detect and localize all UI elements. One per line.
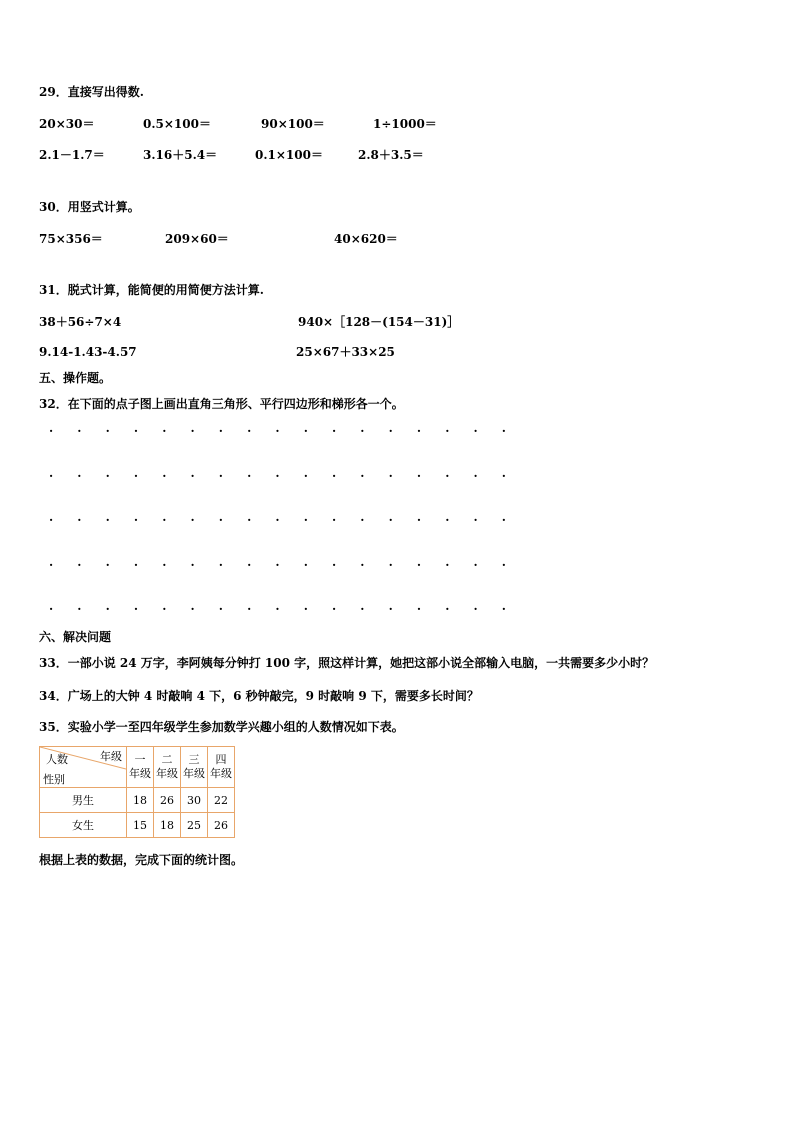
grid-dot[interactable]: · [332, 557, 337, 572]
grid-dot[interactable]: · [473, 602, 478, 616]
q33-text: 33．一部小说 24 万字，李阿姨每分钟打 100 字，照这样计算，她把这部小说全部输入电脑，一共需要多少小时？ [39, 656, 655, 670]
grid-dot[interactable]: · [275, 602, 280, 616]
table-cell: 15 [127, 813, 154, 838]
grid-dot[interactable]: · [360, 513, 365, 527]
grid-dot[interactable]: · [445, 602, 450, 616]
grid-dot[interactable]: · [247, 602, 252, 616]
grid-dot[interactable]: · [332, 468, 337, 483]
grid-dot[interactable]: · [77, 602, 82, 616]
grid-dot[interactable]: · [133, 557, 139, 572]
grid-dot[interactable]: · [388, 424, 393, 438]
table-row-girls [40, 813, 235, 838]
grid-dot[interactable]: · [218, 602, 223, 616]
grade-word: 年级 [183, 767, 205, 780]
grid-dot[interactable]: · [218, 424, 223, 438]
grid-dot[interactable]: · [303, 424, 308, 438]
grade-header-1 [127, 747, 154, 788]
grade-word: 年级 [129, 767, 151, 780]
grid-dot[interactable]: · [190, 557, 195, 572]
q30-item-3: 40×620＝ [334, 232, 398, 246]
grid-dot[interactable]: · [303, 513, 308, 527]
grid-dot[interactable]: · [247, 424, 252, 438]
grid-dot[interactable]: · [275, 557, 280, 572]
grid-dot[interactable]: · [49, 424, 54, 438]
table-row-boys [40, 788, 235, 813]
q30-title: 30．用竖式计算。 [39, 200, 140, 214]
grid-dot[interactable]: · [473, 424, 478, 438]
grid-dot[interactable]: · [445, 513, 450, 527]
grid-dot[interactable]: · [360, 602, 365, 616]
grade-num: 二 [161, 753, 173, 766]
corner-label-count: 人数 [46, 753, 68, 766]
grade-header-4 [208, 747, 235, 788]
grid-dot[interactable]: · [303, 468, 308, 483]
corner-label-gender: 性别 [43, 773, 65, 786]
grid-dot[interactable]: · [218, 468, 223, 483]
q29-item-6: 3.16＋5.4＝ [143, 148, 218, 162]
grid-dot[interactable]: · [49, 513, 54, 527]
grade-header-2 [154, 747, 181, 788]
table-corner-cell [40, 747, 127, 788]
table-cell: 22 [208, 788, 235, 813]
grid-dot[interactable]: · [445, 468, 450, 483]
grid-dot[interactable]: · [501, 424, 506, 438]
grid-dot[interactable]: · [49, 468, 54, 483]
grid-dot[interactable]: · [275, 513, 280, 527]
section-6-heading: 六、解决问题 [39, 630, 112, 644]
grid-dot[interactable]: · [105, 513, 110, 527]
grade-header-3 [181, 747, 208, 788]
q29-item-4: 1÷1000＝ [373, 117, 437, 131]
grid-dot[interactable]: · [162, 557, 167, 572]
q29-item-2: 0.5×100＝ [143, 117, 211, 131]
grid-dot[interactable]: · [77, 424, 82, 438]
q31-title: 31．脱式计算，能简便的用简便方法计算. [39, 283, 264, 297]
grade-num: 一 [134, 753, 146, 766]
grid-dot[interactable]: · [275, 468, 280, 483]
grid-dot[interactable]: · [416, 557, 422, 572]
grid-dot[interactable]: · [332, 513, 337, 527]
grid-dot[interactable]: · [105, 468, 110, 483]
grid-dot[interactable]: · [388, 513, 393, 527]
grid-dot[interactable]: · [416, 424, 422, 438]
grid-dot[interactable]: · [190, 424, 195, 438]
q30-item-1: 75×356＝ [39, 232, 103, 246]
grade-word: 年级 [210, 767, 232, 780]
q31-item-3: 9.14-1.43-4.57 [39, 345, 137, 359]
q29-item-1: 20×30＝ [39, 117, 95, 131]
stats-table [39, 746, 235, 838]
grid-dot[interactable]: · [416, 602, 422, 616]
grid-dot[interactable]: · [303, 602, 308, 616]
grid-dot[interactable]: · [133, 602, 139, 616]
grid-dot[interactable]: · [360, 468, 365, 483]
q35-followup: 根据上表的数据，完成下面的统计图。 [39, 853, 244, 867]
grid-dot[interactable]: · [445, 424, 450, 438]
grid-dot[interactable]: · [49, 602, 54, 616]
grid-dot[interactable]: · [190, 468, 195, 483]
grid-dot[interactable]: · [473, 468, 478, 483]
table-cell: 26 [154, 788, 181, 813]
q34-text: 34．广场上的大钟 4 时敲响 4 下，6 秒钟敲完，9 时敲响 9 下，需要多长时间？ [39, 689, 479, 703]
q32-title: 32．在下面的点子图上画出直角三角形、平行四边形和梯形各一个。 [39, 397, 404, 411]
table-cell: 18 [154, 813, 181, 838]
grid-dot[interactable]: · [332, 602, 337, 616]
grid-dot[interactable]: · [501, 557, 506, 572]
grid-dot[interactable]: · [445, 557, 450, 572]
grid-dot[interactable]: · [190, 602, 195, 616]
grid-dot[interactable]: · [247, 513, 252, 527]
grade-num: 四 [215, 753, 227, 766]
grade-word: 年级 [156, 767, 178, 780]
grid-dot[interactable]: · [416, 513, 422, 527]
grid-dot[interactable]: · [77, 513, 82, 527]
grid-dot[interactable]: · [218, 557, 223, 572]
grade-num: 三 [188, 753, 200, 766]
grid-dot[interactable]: · [388, 557, 393, 572]
grid-dot[interactable]: · [275, 424, 280, 438]
section-5-heading: 五、操作题。 [39, 371, 112, 385]
grid-dot[interactable]: · [133, 424, 139, 438]
q29-item-7: 0.1×100＝ [255, 148, 323, 162]
grid-dot[interactable]: · [501, 513, 506, 527]
grid-dot[interactable]: · [218, 513, 223, 527]
q31-item-1: 38＋56÷7×4 [39, 315, 122, 329]
grid-dot[interactable]: · [105, 424, 110, 438]
grid-dot[interactable]: · [133, 513, 139, 527]
grid-dot[interactable]: · [388, 468, 393, 483]
grid-dot[interactable]: · [473, 513, 478, 527]
row-label-girls: 女生 [40, 813, 127, 838]
table-header-row [40, 747, 235, 788]
q30-item-2: 209×60＝ [165, 232, 229, 246]
table-cell: 26 [208, 813, 235, 838]
grid-dot[interactable]: · [388, 602, 393, 616]
grid-dot[interactable]: · [162, 468, 167, 483]
q29-title: 29．直接写出得数. [39, 85, 144, 99]
table-cell: 25 [181, 813, 208, 838]
table-cell: 18 [127, 788, 154, 813]
row-label-boys: 男生 [40, 788, 127, 813]
grid-dot[interactable]: · [501, 468, 506, 483]
grid-dot[interactable]: · [332, 424, 337, 438]
corner-label-grade: 年级 [100, 750, 122, 763]
grid-dot[interactable]: · [473, 557, 478, 572]
grid-dot[interactable]: · [105, 602, 110, 616]
grid-dot[interactable]: · [360, 424, 365, 438]
grid-dot[interactable]: · [49, 557, 54, 572]
grid-dot[interactable]: · [247, 468, 252, 483]
q31-item-2: 940×［128－(154－31)］ [298, 315, 460, 329]
grid-dot[interactable]: · [247, 557, 252, 572]
grid-dot[interactable]: · [416, 468, 422, 483]
grid-dot[interactable]: · [77, 468, 82, 483]
q31-item-4: 25×67＋33×25 [296, 345, 395, 359]
grid-dot[interactable]: · [133, 468, 139, 483]
grid-dot[interactable]: · [501, 602, 506, 616]
grid-dot[interactable]: · [162, 424, 167, 438]
grid-dot[interactable]: · [360, 557, 365, 572]
grid-dot[interactable]: · [162, 513, 167, 527]
grid-dot[interactable]: · [303, 557, 308, 572]
q29-item-8: 2.8＋3.5＝ [358, 148, 424, 162]
grid-dot[interactable]: · [77, 557, 82, 572]
grid-dot[interactable]: · [105, 557, 110, 572]
q29-item-3: 90×100＝ [261, 117, 325, 131]
q35-title: 35．实验小学一至四年级学生参加数学兴趣小组的人数情况如下表。 [39, 720, 404, 734]
grid-dot[interactable]: · [162, 602, 167, 616]
q29-item-5: 2.1－1.7＝ [39, 148, 105, 162]
grid-dot[interactable]: · [190, 513, 195, 527]
table-cell: 30 [181, 788, 208, 813]
